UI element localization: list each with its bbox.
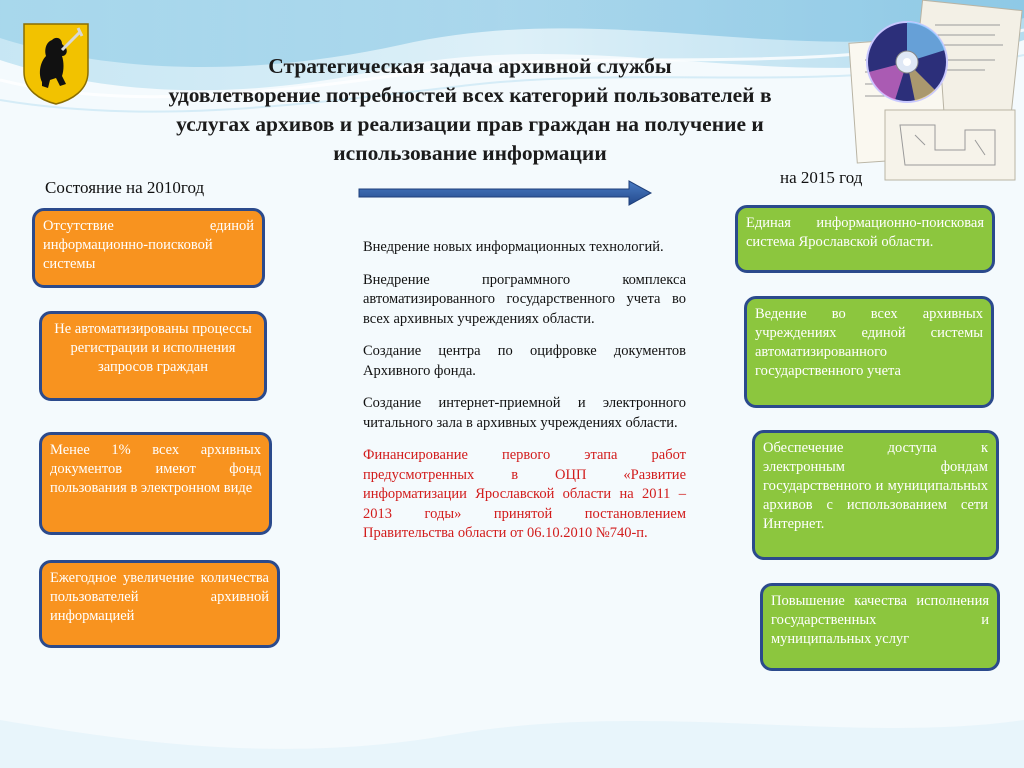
archive-documents-cd-icon	[845, 0, 1024, 185]
title-line-4: использование информации	[333, 141, 607, 165]
problem-text-4: Ежегодное увеличение количества пользователей архивной информацией	[50, 570, 269, 624]
yaroslavl-coat-of-arms-icon	[22, 22, 90, 106]
current-state-label: Состояние на 2010год	[45, 178, 205, 197]
title-line-3: услугах архивов и реализации прав граждан на получение и	[176, 112, 764, 136]
financing-note: Финансирование первого этапа работ предусмотренных в ОЦП «Развитие информатизации Ярославской области на 2011 – 2013 годы» принятой постановлением Правительства области от 06.10.2010 №740-п.	[363, 447, 686, 541]
right-arrow-icon	[357, 179, 653, 207]
page-title	[100, 52, 840, 168]
problem-box-2	[39, 311, 267, 401]
title-line-1: Стратегическая задача архивной службы	[268, 54, 672, 78]
problem-box-1	[32, 208, 265, 288]
problem-text-2: Не автоматизированы процессы регистрации и исполнения запросов граждан	[54, 321, 252, 375]
problem-text-1: Отсутствие единой информационно-поисковой системы	[43, 218, 254, 272]
problem-box-3	[39, 432, 272, 535]
problem-box-4	[39, 560, 280, 648]
measures-text-block	[363, 238, 686, 557]
problem-text-3: Менее 1% всех архивных документов имеют фонд пользования в электронном виде	[50, 442, 261, 496]
goal-text-2: Ведение во всех архивных учреждениях единой системы автоматизированного государственного учета	[755, 306, 983, 379]
goal-text-3: Обеспечение доступа к электронным фондам государственного и муниципальных архивов с использованием сети Интернет.	[763, 440, 988, 532]
measure-item-1: Внедрение новых информационных технологий.	[363, 239, 664, 255]
measure-item-3: Создание центра по оцифровке документов Архивного фонда.	[363, 343, 686, 379]
goal-text-1: Единая информационно-поисковая система Ярославской области.	[746, 215, 984, 250]
goal-box-1	[735, 205, 995, 273]
goal-box-4	[760, 583, 1000, 671]
target-state-label: на 2015 год	[780, 168, 863, 187]
goal-box-2	[744, 296, 994, 408]
measure-item-4: Создание интернет-приемной и электронного читального зала в архивных учреждениях области.	[363, 395, 686, 431]
goal-box-3	[752, 430, 999, 560]
goal-text-4: Повышение качества исполнения государственных и муниципальных услуг	[771, 593, 989, 647]
title-line-2: удовлетворение потребностей всех категорий пользователей в	[168, 83, 772, 107]
measure-item-2: Внедрение программного комплекса автоматизированного государственного учета во всех архивных учреждениях области.	[363, 271, 686, 327]
